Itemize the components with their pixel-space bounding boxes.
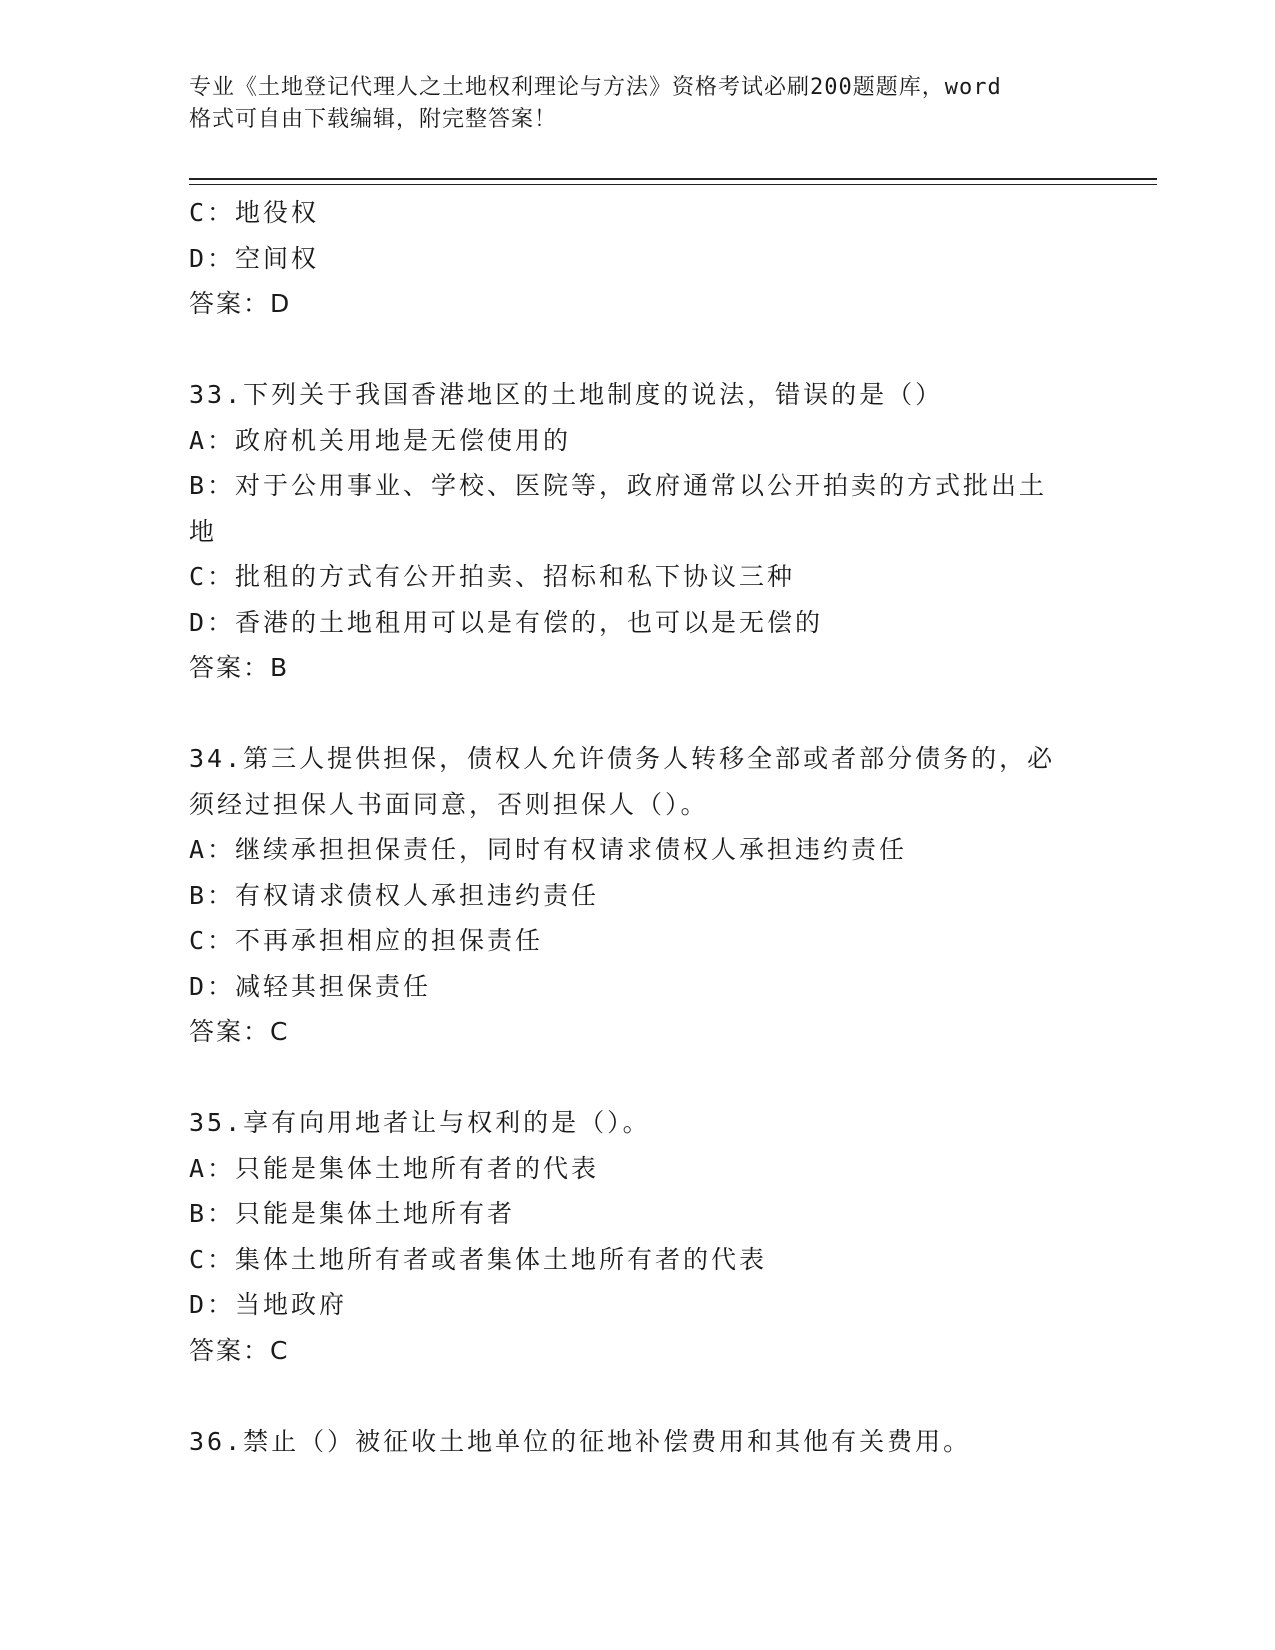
option-b: B：只能是集体土地所有者 [189, 1199, 516, 1228]
question-stem: 35.享有向用地者让与权利的是（）。 [189, 1108, 651, 1137]
header-title-line-1: 专业《土地登记代理人之土地权利理论与方法》资格考试必刷200题题库，word [189, 75, 1002, 100]
question-stem: 33.下列关于我国香港地区的土地制度的说法，错误的是（） [189, 380, 944, 409]
question-stem: 36.禁止（）被征收土地单位的征地补偿费用和其他有关费用。 [189, 1426, 972, 1456]
question-stem-continued: 须经过担保人书面同意，否则担保人（）。 [189, 789, 709, 819]
answer-line: 答案：D [189, 289, 292, 318]
option-a: A：政府机关用地是无偿使用的 [189, 425, 572, 455]
option-b-continued: 地 [189, 516, 218, 546]
option-a: A：只能是集体土地所有者的代表 [189, 1153, 600, 1183]
question-33 [189, 372, 1089, 691]
option-c: C：不再承担相应的担保责任 [189, 926, 544, 955]
option-b: B：有权请求债权人承担违约责任 [189, 880, 600, 910]
answer-line: 答案：C [189, 1335, 290, 1365]
answer-line: 答案：B [189, 653, 290, 682]
continued-question [189, 190, 1089, 327]
header-title-line-2: 格式可自由下载编辑，附完整答案！ [189, 107, 558, 132]
option-d: D：空间权 [189, 243, 320, 273]
question-content [189, 190, 1089, 1464]
answer-line: 答案：C [189, 1017, 290, 1046]
option-b: B：对于公用事业、学校、医院等，政府通常以公开拍卖的方式批出土 [189, 471, 1048, 500]
option-d: D：香港的土地租用可以是有偿的，也可以是无偿的 [189, 607, 824, 637]
header-divider-thin [189, 184, 1157, 185]
option-a: A：继续承担担保责任，同时有权请求债权人承担违约责任 [189, 835, 908, 864]
header-divider-thick [189, 178, 1157, 180]
question-34 [189, 736, 1089, 1055]
document-header [189, 72, 1069, 136]
option-d: D：当地政府 [189, 1290, 348, 1319]
option-c: C：集体土地所有者或者集体土地所有者的代表 [189, 1244, 768, 1274]
question-35 [189, 1100, 1089, 1373]
option-c: C：批租的方式有公开拍卖、招标和私下协议三种 [189, 562, 796, 591]
question-stem: 34.第三人提供担保，债权人允许债务人转移全部或者部分债务的，必 [189, 744, 1056, 773]
option-d: D：减轻其担保责任 [189, 971, 432, 1001]
option-c: C：地役权 [189, 198, 320, 227]
question-36 [189, 1419, 1089, 1465]
